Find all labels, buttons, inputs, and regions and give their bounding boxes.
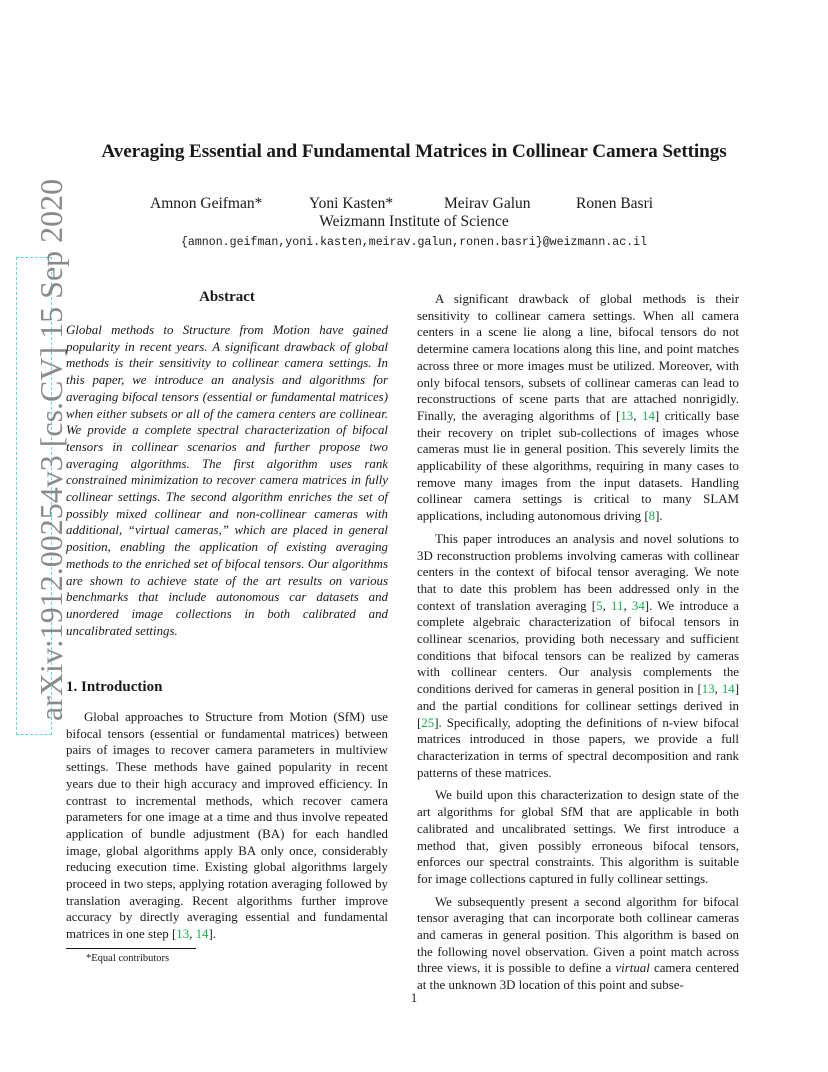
- citation-link[interactable]: 34: [631, 598, 645, 613]
- abstract-heading: Abstract: [199, 289, 255, 305]
- right-column: [417, 291, 739, 994]
- citation-link[interactable]: 14: [721, 682, 735, 697]
- paragraph-4: We subsequently present a second algorithm for bifocal tensor averaging that can incorporate both collinear cameras and cameras in general position. This algorithm is based on the following novel observation. Given a point match across three views, it is possible to define a virtual camera centered at the unknown 3D location of this point and subse-: [417, 894, 739, 993]
- intro-text-end: ].: [208, 927, 217, 942]
- citation-link[interactable]: 14: [642, 408, 655, 423]
- paragraph-1: A significant drawback of global methods is their sensitivity to collinear camera settings. When all camera centers in a scene lie along a line, bifocal tensors do not determine camera locations along this line, and point matches across three or more images must be utilized. Moreover, with only bifocal tensors, subsets of collinear cameras can lead to reconstructions of scene parts that are attached nonrigidly. Finally, the averaging algorithms of [13, 14] critically base their recovery on triplet sub-collections of images whose cameras must lie in general position. This severely limits the applicability of these algorithms, requiring in many cases to remove many images from the input datasets. Handling collinear camera settings is critical to many SLAM applications, including autonomous driving [8].: [417, 292, 739, 524]
- citation-link[interactable]: 13: [176, 927, 190, 942]
- citation-link[interactable]: 25: [421, 715, 435, 730]
- footnote: *Equal contributors: [86, 953, 170, 964]
- abstract-text: [66, 322, 388, 639]
- arxiv-stamp: arXiv:1912.00254v3 [cs.CV] 15 Sep 2020: [33, 178, 69, 721]
- citation-link[interactable]: 13: [620, 408, 634, 423]
- author-1: Amnon Geifman*: [150, 195, 263, 212]
- footnote-rule: [66, 948, 196, 949]
- author-3: Meirav Galun: [444, 195, 531, 212]
- author-2: Yoni Kasten*: [309, 195, 394, 212]
- introduction-paragraph: Global approaches to Structure from Motion (SfM) use bifocal tensors (essential or fundamental matrices) between pairs of images to recover camera parameters in multiview settings. These methods have gained popularity in recent years due to their high accuracy and improved efficiency. In contrast to incremental methods, which recover camera parameters for one image at a time and thus involve repeated application of bundle adjustment (BA) for each handled image, global algorithms apply BA only once, considerably reducing execution time. Existing global algorithms largely proceed in two steps, applying rotation averaging followed by translation averaging. Recent algorithms further improve accuracy by directly averaging essential and fundamental matrices in one step [13, 14].: [66, 710, 388, 942]
- abstract-paragraph: Global methods to Structure from Motion have gained popularity in recent years. A significant drawback of global methods is their sensitivity to collinear camera settings. In this paper, we introduce an analysis and algorithms for averaging bifocal tensors (essential or fundamental matrices) when either subsets or all of the camera centers are collinear. We provide a complete spectral characterization of bifocal tensors in collinear scenarios and further propose two averaging algorithms. The first algorithm uses rank constrained minimization to recover camera matrices in fully collinear settings. The second algorithm enriches the set of possibly mixed collinear and non-collinear cameras with additional, “virtual cameras,” which are placed in general position, enabling the application of existing averaging methods to the enriched set of bifocal tensors. Our algorithms are shown to achieve state of the art results on various benchmarks that include autonomous car datasets and unordered image collections in both calibrated and uncalibrated settings.: [66, 323, 388, 638]
- author-4: Ronen Basri: [576, 195, 654, 212]
- citation-link[interactable]: 11: [611, 598, 624, 613]
- paper-title: Averaging Essential and Fundamental Matrices in Collinear Camera Settings: [101, 141, 727, 162]
- section-heading-introduction: 1. Introduction: [66, 679, 163, 695]
- citation-link[interactable]: 5: [596, 598, 603, 613]
- citation-link[interactable]: 13: [701, 682, 715, 697]
- affiliation: Weizmann Institute of Science: [319, 213, 509, 230]
- citation-link[interactable]: 14: [195, 927, 209, 942]
- intro-text: Global approaches to Structure from Motion (SfM) use bifocal tensors (essential or fundamental matrices) between pairs of images to recover camera parameters in multiview settings. These methods have gained popularity in recent years due to their high accuracy and improved efficiency. In contrast to incremental methods, which recover camera parameters for one image at a time and thus involve repeated application of bundle adjustment (BA) for each handled image, global algorithms apply BA only once, considerably reducing execution time. Existing global algorithms largely proceed in two steps, applying rotation averaging followed by translation averaging. Recent algorithms further improve accuracy by directly averaging essential and fundamental matrices in one step [: [66, 710, 388, 942]
- author-emails: {amnon.geifman,yoni.kasten,meirav.galun,ronen.basri}@weizmann.ac.il: [180, 236, 648, 249]
- paragraph-2: This paper introduces an analysis and novel solutions to 3D reconstruction problems involving cameras with collinear centers in the context of bifocal tensor averaging. We note that to date this problem has been addressed only in the context of translation averaging [5, 11, 34]. We introduce a complete algebraic characterization of bifocal tensors in collinear scenarios, providing both necessary and sufficient conditions that bifocal tensors can be realized by cameras with collinear centers. Our analysis complements the conditions derived for cameras in general position in [13, 14] and the partial conditions for collinear settings derived in [25]. Specifically, adopting the definitions of n-view bifocal matrices introduced in those papers, we provide a full characterization in terms of spectral decomposition and rank patterns of these matrices.: [417, 531, 739, 780]
- citation-link[interactable]: 8: [648, 509, 656, 524]
- page-number: 1: [410, 990, 418, 1005]
- paragraph-3: We build upon this characterization to design state of the art algorithms for global SfM that are applicable in both calibrated and uncalibrated settings. We first introduce a method that, given possibly erroneous bifocal tensors, enforces our spectral constraints. This algorithm is suitable for image collections captured in fully collinear settings.: [417, 788, 739, 886]
